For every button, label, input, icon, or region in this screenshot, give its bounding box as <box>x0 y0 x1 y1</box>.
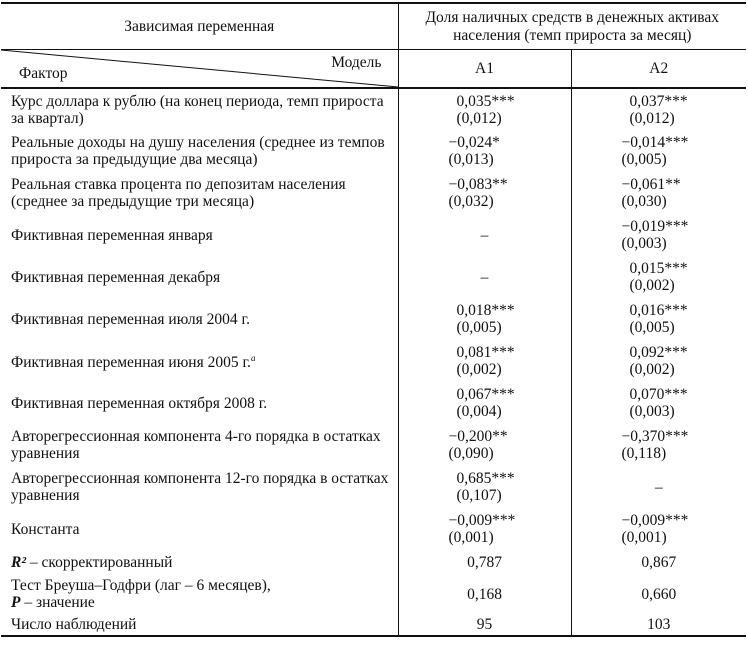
header-row-models <box>1 50 746 89</box>
a2-cell <box>571 214 746 256</box>
r2-label-text: – скорректированный <box>26 553 173 571</box>
table-row <box>1 88 746 130</box>
a1-estimate: −0,083** <box>448 176 508 193</box>
r2-a2: 0,867 <box>641 553 677 571</box>
factor-cell: Курс доллара к рублю (на конец периода, темп прироста за квартал) <box>1 88 398 130</box>
bg-test-label <box>1 574 398 614</box>
a1-std-error: (0,107) <box>456 487 502 504</box>
a2-std-error: (0,030) <box>621 193 667 210</box>
factor-cell: Авторегрессионная компонента 4-го порядка в остатках уравнения <box>1 424 398 466</box>
a2-estimate: −0,019*** <box>621 218 689 235</box>
a2-std-error: (0,003) <box>629 403 675 420</box>
a1-std-error: (0,013) <box>448 151 494 168</box>
a2-std-error: (0,118) <box>621 445 667 462</box>
a2-cell <box>571 88 746 130</box>
a2-std-error: (0,005) <box>621 151 667 168</box>
a1-cell <box>398 298 571 340</box>
footnote-marker: a <box>250 353 256 364</box>
a2-estimate: −0,009*** <box>621 512 689 529</box>
a1-estimate: 0,018*** <box>456 302 515 319</box>
factor-text: Фиктивная переменная июня 2005 г. <box>11 354 251 372</box>
stats-row-r2 <box>1 550 746 574</box>
table-row <box>1 214 746 256</box>
a2-cell <box>571 382 746 424</box>
a2-cell <box>571 298 746 340</box>
observations-a2: 103 <box>571 614 746 636</box>
r2-symbol: R² <box>11 553 26 571</box>
a1-std-error: (0,004) <box>456 403 502 420</box>
a1-estimate: 0,067*** <box>456 386 515 403</box>
a2-estimate: −0,061** <box>621 176 681 193</box>
a2-estimate: 0,070*** <box>629 386 688 403</box>
a2-cell <box>571 256 746 298</box>
r2-label <box>1 550 398 574</box>
header-row-dependent <box>1 3 746 50</box>
a1-estimate: 0,081*** <box>456 344 515 361</box>
a1-estimate: 0,685*** <box>456 470 515 487</box>
table-row <box>1 340 746 382</box>
a2-cell <box>571 130 746 172</box>
bg-test-label-line1: Тест Бреуша–Годфри (лаг – 6 месяцев), <box>11 577 271 594</box>
a1-estimate: – <box>480 226 489 244</box>
factor-cell: Фиктивная переменная декабря <box>1 256 398 298</box>
factor-model-diagonal-header <box>1 50 398 89</box>
a1-std-error: (0,001) <box>448 529 494 546</box>
a2-estimate: – <box>654 478 663 496</box>
regression-table <box>1 2 746 637</box>
a1-cell <box>398 508 571 550</box>
factor-cell: Фиктивная переменная октября 2008 г. <box>1 382 398 424</box>
observations-a1: 95 <box>398 614 571 636</box>
observations-label: Число наблюдений <box>1 614 398 636</box>
factor-cell: Фиктивная переменная января <box>1 214 398 256</box>
a1-cell <box>398 466 571 508</box>
a1-std-error: (0,090) <box>448 445 494 462</box>
table-row <box>1 424 746 466</box>
factor-cell: Авторегрессионная компонента 12-го порядка в остатках уравнения <box>1 466 398 508</box>
dependent-variable-label: Зависимая переменная <box>1 3 398 50</box>
a2-cell <box>571 466 746 508</box>
a2-std-error: (0,005) <box>629 319 675 336</box>
a1-estimate: −0,009*** <box>448 512 516 529</box>
a2-cell <box>571 172 746 214</box>
a1-estimate: – <box>480 268 489 286</box>
table-row <box>1 256 746 298</box>
factor-cell: Реальная ставка процента по депозитам населения (среднее за предыдущие три месяца) <box>1 172 398 214</box>
a2-estimate: 0,015*** <box>629 260 688 277</box>
a2-estimate: 0,092*** <box>629 344 688 361</box>
a2-cell <box>571 340 746 382</box>
table-row <box>1 466 746 508</box>
bg-test-a1: 0,168 <box>398 574 571 614</box>
a2-estimate: 0,016*** <box>629 302 688 319</box>
a2-std-error: (0,012) <box>629 109 675 127</box>
dependent-variable-value: Доля наличных средств в денежных активах населения (темп прироста за месяц) <box>398 3 746 50</box>
table-row <box>1 130 746 172</box>
a1-cell <box>398 88 571 130</box>
table-row <box>1 508 746 550</box>
a1-cell <box>398 382 571 424</box>
bg-test-a2: 0,660 <box>641 585 677 603</box>
a2-std-error: (0,001) <box>621 529 667 546</box>
a1-estimate: −0,200** <box>448 428 508 445</box>
stats-row-observations <box>1 614 746 636</box>
a1-cell <box>398 214 571 256</box>
a1-cell <box>398 424 571 466</box>
r2-a1: 0,787 <box>398 550 571 574</box>
a2-std-error: (0,002) <box>629 361 675 378</box>
a1-estimate: −0,024* <box>448 134 500 151</box>
a2-estimate: 0,037*** <box>629 92 688 110</box>
bg-test-p-symbol: P <box>11 594 21 611</box>
a1-cell <box>398 130 571 172</box>
a2-estimate: −0,014*** <box>621 134 689 151</box>
a1-std-error: (0,012) <box>456 109 502 127</box>
factor-label: Фактор <box>19 65 68 82</box>
a1-estimate: 0,035*** <box>456 92 515 110</box>
a1-std-error: (0,002) <box>456 361 502 378</box>
factor-cell: Константа <box>1 508 398 550</box>
a1-std-error: (0,032) <box>448 193 494 210</box>
a2-cell <box>571 508 746 550</box>
a1-cell <box>398 256 571 298</box>
a2-cell <box>571 424 746 466</box>
table-row <box>1 172 746 214</box>
model-a2-header: А2 <box>571 50 746 89</box>
model-a1-header: А1 <box>398 50 571 89</box>
table-row <box>1 298 746 340</box>
model-label: Модель <box>331 54 382 71</box>
table-row <box>1 382 746 424</box>
a2-estimate: −0,370*** <box>621 428 689 445</box>
factor-cell <box>1 340 398 382</box>
factor-cell: Фиктивная переменная июля 2004 г. <box>1 298 398 340</box>
a1-cell <box>398 340 571 382</box>
factor-cell: Реальные доходы на душу населения (среднее из темпов прироста за предыдущие два месяца) <box>1 130 398 172</box>
stats-row-bg-test <box>1 574 746 614</box>
a1-std-error: (0,005) <box>456 319 502 336</box>
a2-std-error: (0,003) <box>621 235 667 252</box>
bg-test-label-line2: – значение <box>20 594 95 611</box>
a2-std-error: (0,002) <box>629 277 675 294</box>
a1-cell <box>398 172 571 214</box>
